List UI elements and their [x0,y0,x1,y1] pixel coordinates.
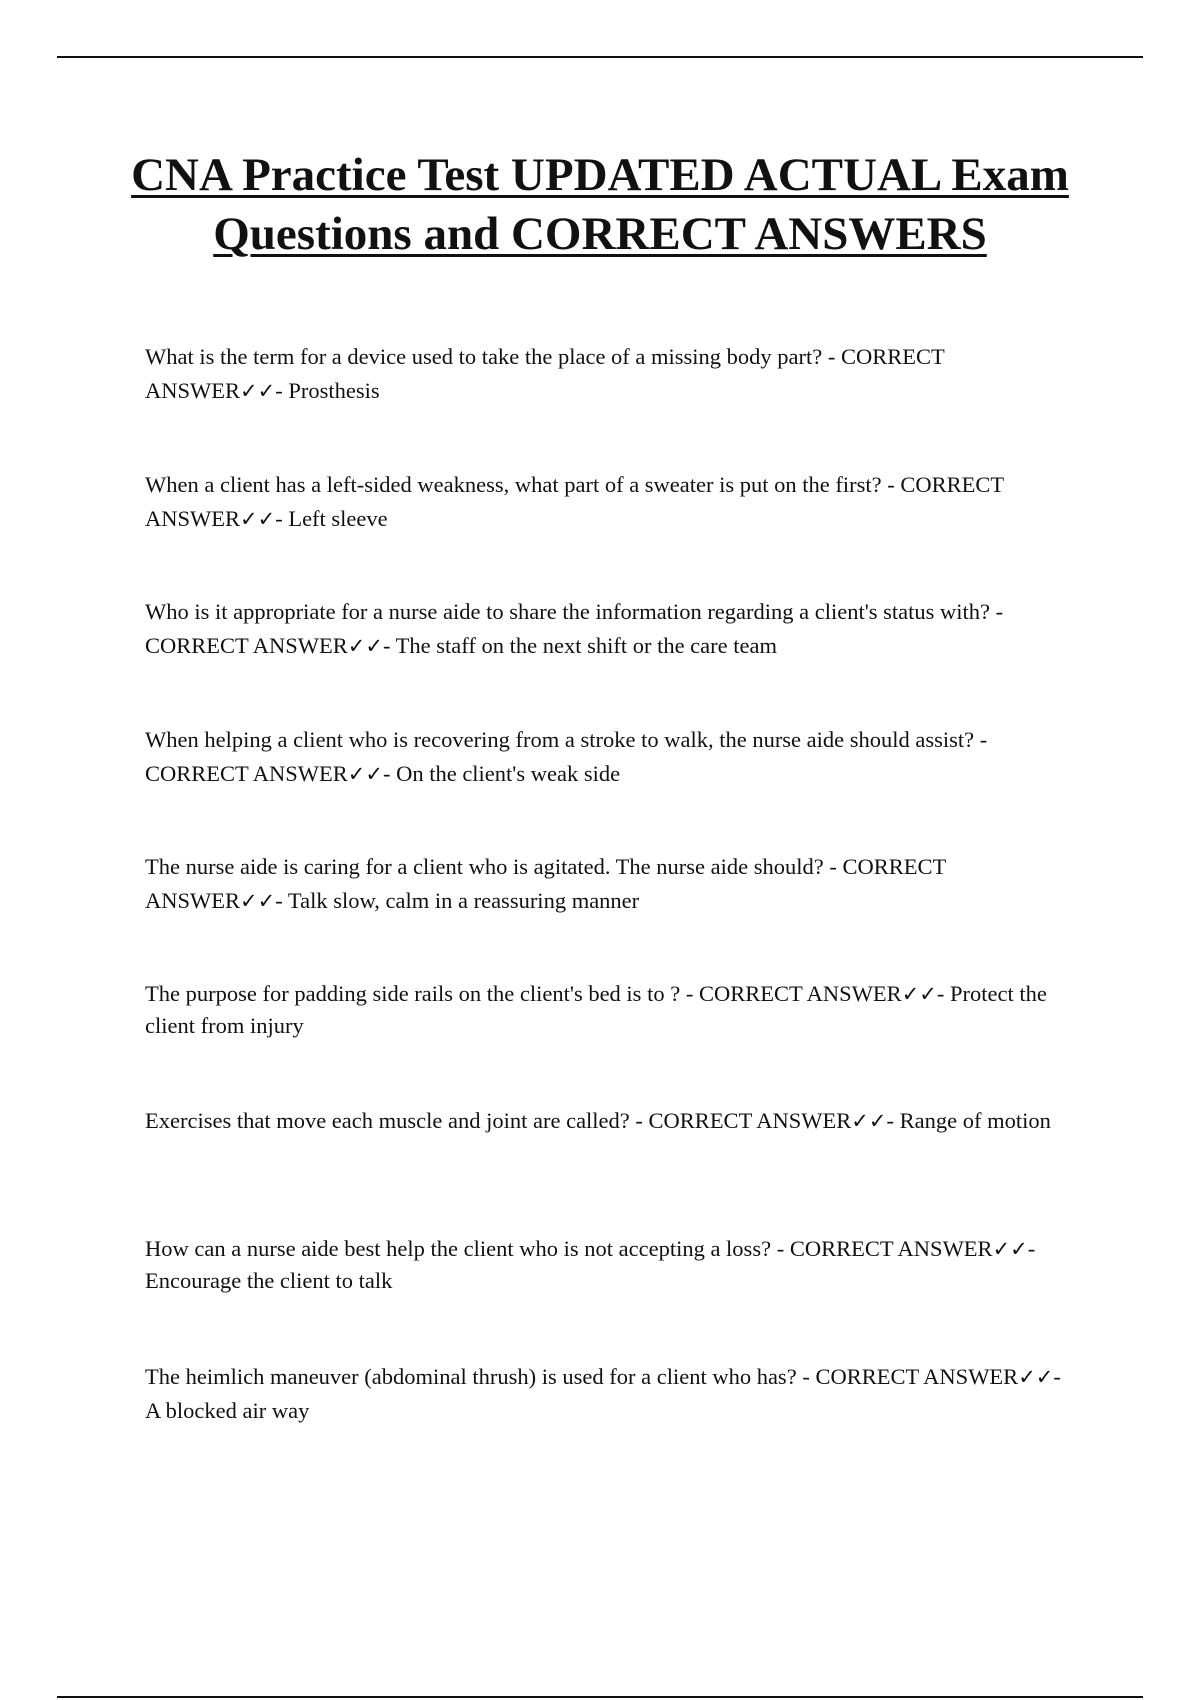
answer-label: CORRECT ANSWER [145,760,348,786]
qa-item: How can a nurse aide best help the client who is not accepting a loss? - CORRECT ANSWER✓✓- Encourage the client to talk [145,1235,1036,1293]
question-text: The nurse aide is caring for a client who is agitated. The nurse aide should? [145,854,824,879]
qa-item: When a client has a left-sided weakness, what part of a sweater is put on the first? - CORRECT ANSWER✓✓- Left sleeve [145,471,1004,531]
double-check-icon: ✓✓ [240,506,276,531]
answer-text: Prosthesis [288,378,380,403]
qa-item: When helping a client who is recovering from a stroke to walk, the nurse aide should assist? - CORRECT ANSWER✓✓- On the client's weak side [145,726,988,786]
question-text: How can a nurse aide best help the client who is not accepting a loss? [145,1235,772,1261]
double-check-icon: ✓✓ [1018,1365,1054,1389]
answer-text: Talk slow, calm in a reassuring manner [287,888,640,913]
question-text: The purpose for padding side rails on the client's bed is to ? [145,980,681,1006]
double-check-icon: ✓✓ [240,379,276,403]
question-text: The heimlich maneuver (abdominal thrush) is used for a client who has? [145,1364,797,1389]
qa-item: What is the term for a device used to take the place of a missing body part? - CORRECT ANSWER✓✓- Prosthesis [145,344,945,403]
qa-item: The heimlich maneuver (abdominal thrush) is used for a client who has? - CORRECT ANSWER✓✓- A blocked air way [145,1364,1061,1423]
qa-item: Exercises that move each muscle and joint are called? - CORRECT ANSWER✓✓- Range of motion [145,1108,1051,1133]
qa-item: The nurse aide is caring for a client who is agitated. The nurse aide should? - CORRECT ANSWER✓✓- Talk slow, calm in a reassuring manner [145,854,946,913]
bottom-rule [57,1696,1143,1698]
answer-text: Range of motion [899,1108,1051,1133]
question-text: Who is it appropriate for a nurse aide to share the information regarding a client's status with? [145,599,991,624]
answer-label: CORRECT ANSWER [145,854,946,913]
double-check-icon: ✓✓ [851,1109,887,1133]
document-title: CNA Practice Test UPDATED ACTUAL Exam Questions and CORRECT ANSWERS [131,149,1069,260]
question-text: What is the term for a device used to take the place of a missing body part? [145,344,823,369]
top-rule [57,56,1143,58]
answer-label: CORRECT ANSWER [815,1364,1019,1389]
qa-list [145,340,1075,1488]
answer-label: CORRECT ANSWER [698,980,902,1006]
question-text: Exercises that move each muscle and joint are called? [145,1108,630,1133]
qa-item: Who is it appropriate for a nurse aide to share the information regarding a client's status with? - CORRECT ANSWER✓✓- The staff on the next shift or the care team [145,599,1004,658]
answer-label: CORRECT ANSWER [145,471,1004,531]
double-check-icon: ✓✓ [240,889,276,913]
double-check-icon: ✓✓ [347,761,383,786]
answer-label: CORRECT ANSWER [648,1108,852,1133]
double-check-icon: ✓✓ [901,981,937,1006]
question-text: When helping a client who is recovering from a stroke to walk, the nurse aide should assist? [145,726,975,752]
answer-text: On the client's weak side [396,760,621,786]
answer-label: CORRECT ANSWER [145,344,945,403]
answer-text: Encourage the client to talk [145,1267,393,1293]
answer-text: A blocked air way [145,1398,310,1423]
double-check-icon: ✓✓ [992,1236,1028,1261]
question-text: When a client has a left-sided weakness, what part of a sweater is put on the first? [145,471,882,497]
qa-item: The purpose for padding side rails on the client's bed is to ? - CORRECT ANSWER✓✓- Protect the client from injury [145,980,1047,1038]
answer-text: Left sleeve [288,505,388,531]
answer-text: The staff on the next shift or the care team [395,633,777,658]
answer-text: Protect the client from injury [145,980,1047,1038]
answer-label: CORRECT ANSWER [789,1235,993,1261]
double-check-icon: ✓✓ [347,634,383,658]
answer-label: CORRECT ANSWER [145,633,348,658]
